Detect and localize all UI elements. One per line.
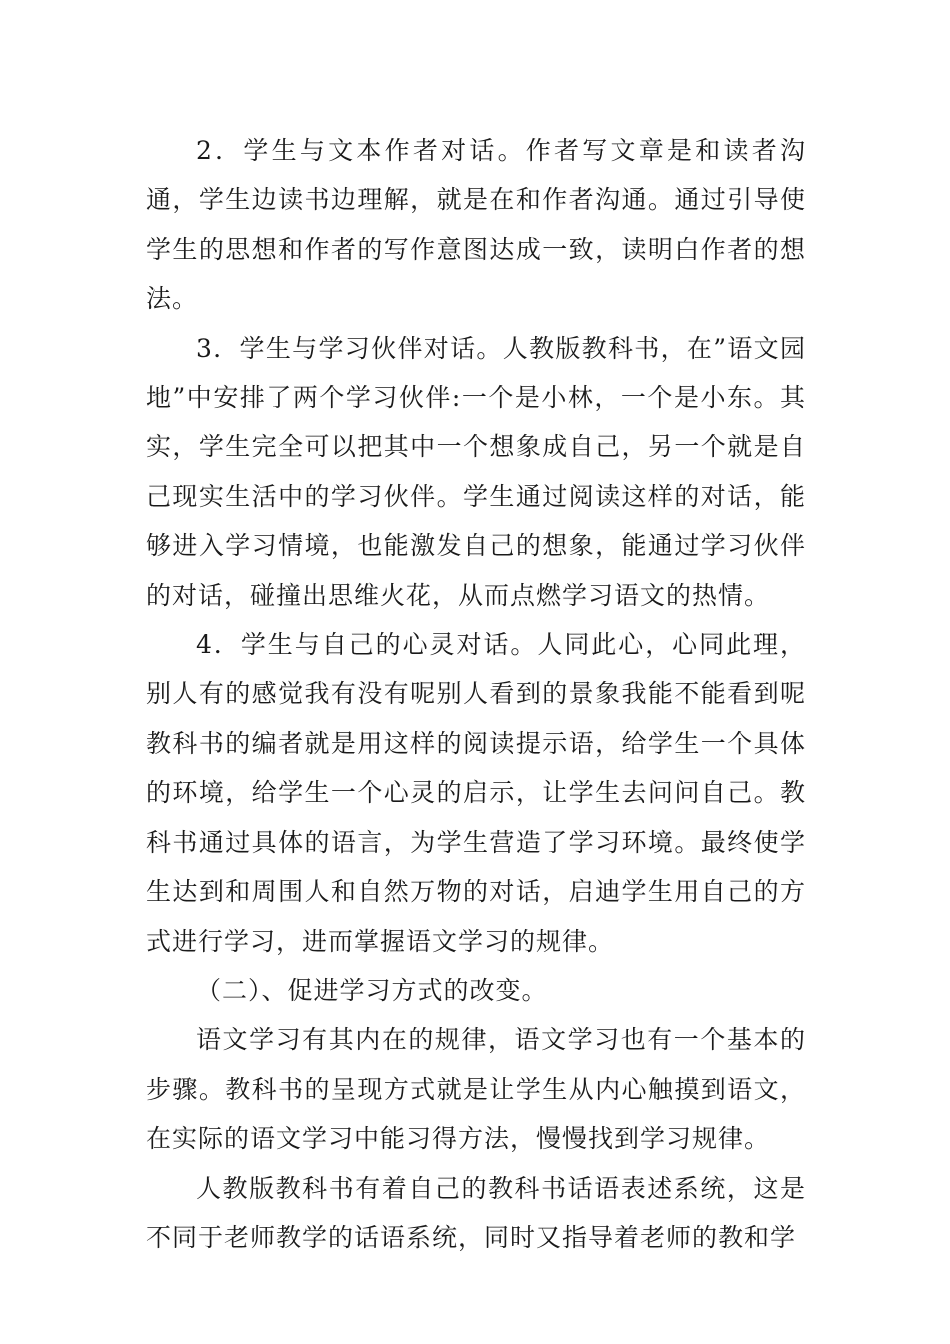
paragraph-learning-rules: 语文学习有其内在的规律，语文学习也有一个基本的步骤。教科书的呈现方式就是让学生从内心触摸到语文，在实际的语文学习中能习得方法，慢慢找到学习规律。 (146, 1025, 806, 1154)
paragraph-textbook-discourse: 人教版教科书有着自己的教科书话语表述系统，这是不同于老师教学的话语系统，同时又指导着老师的教和学 (146, 1173, 806, 1252)
paragraph-dialogue-with-author: 2．学生与文本作者对话。作者写文章是和读者沟通，学生边读书边理解，就是在和作者沟通。通过引导使学生的思想和作者的写作意图达成一致，读明白作者的想法。 (146, 136, 806, 314)
paragraph-dialogue-with-partner: 3．学生与学习伙伴对话。人教版教科书，在”语文园地”中安排了两个学习伙伴:一个是小林，一个是小东。其实，学生完全可以把其中一个想象成自己，另一个就是自己现实生活中的学习伙伴。学生通过阅读这样的对话，能够进入学习情境，也能激发自己的想象，能通过学习伙伴的对话，碰撞出思维火花，从而点燃学习语文的热情。 (146, 333, 806, 610)
paragraph-dialogue-with-self: 4．学生与自己的心灵对话。人同此心，心同此理，别人有的感觉我有没有呢别人看到的景象我能不能看到呢教科书的编者就是用这样的阅读提示语，给学生一个具体的环境，给学生一个心灵的启示，让学生去问问自己。教科书通过具体的语言，为学生营造了学习环境。最终使学生达到和周围人和自然万物的对话，启迪学生用自己的方式进行学习，进而掌握语文学习的规律。 (146, 630, 806, 956)
document-page (146, 126, 806, 1262)
section-heading-learning-method: （二）、促进学习方式的改变。 (196, 975, 548, 1005)
